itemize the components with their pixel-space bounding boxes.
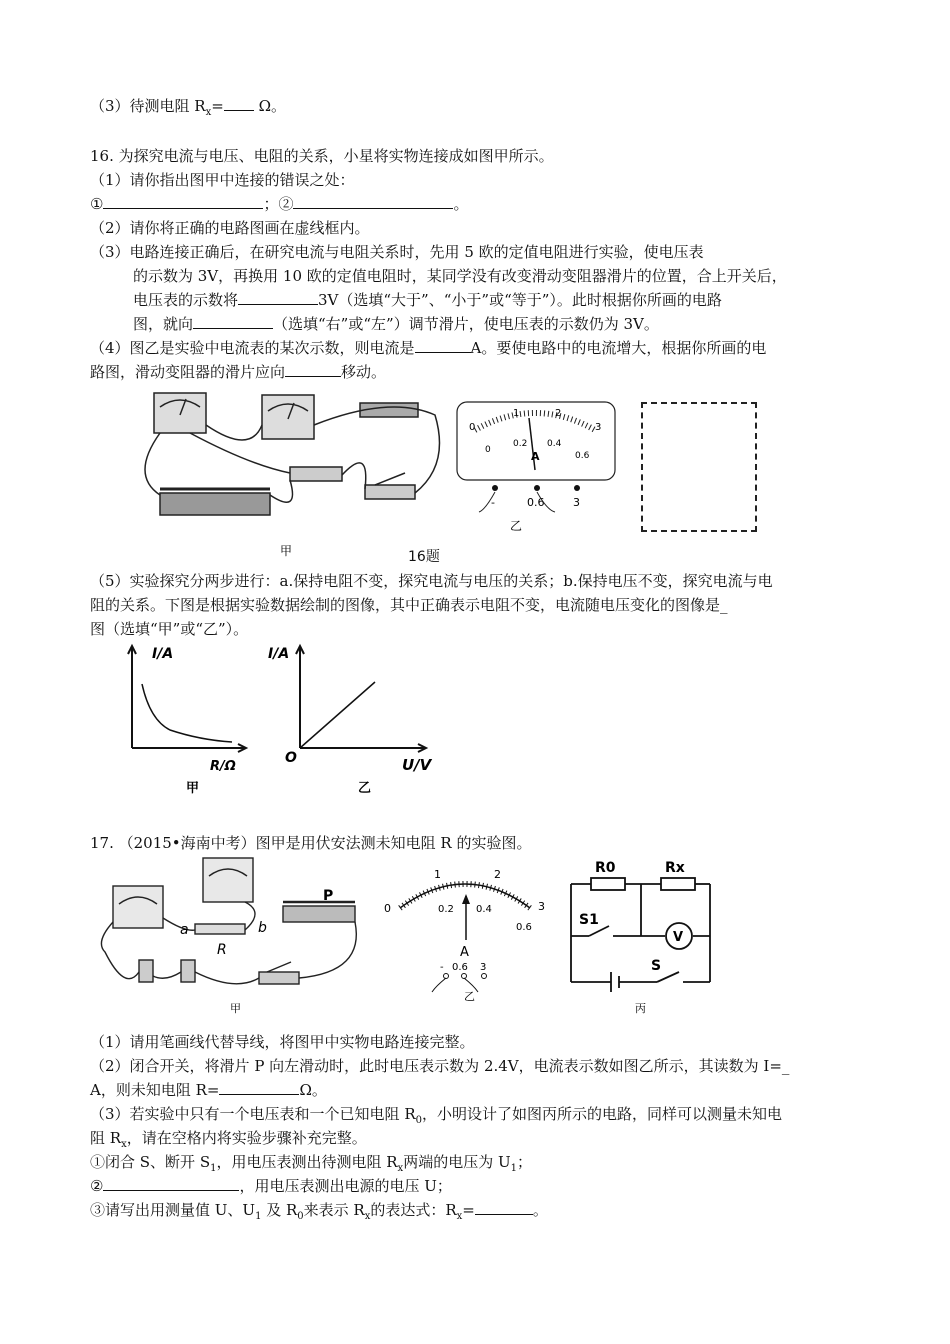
answer-blank[interactable] (224, 96, 254, 111)
svg-text:0.6: 0.6 (575, 451, 590, 461)
resistor-Rx (661, 878, 695, 890)
svg-text:0: 0 (384, 902, 391, 915)
q17-step3: ③请写出用测量值 U、$U_1$ 及 $R_0$来表示 $R_x$的表达式：$R_x=$ 。 (90, 1201, 548, 1222)
answer-blank[interactable] (103, 194, 263, 209)
q16-ammeter-dial (455, 400, 620, 535)
svg-text:0.4: 0.4 (547, 439, 562, 449)
svg-text:S: S (651, 958, 662, 974)
answer-blank[interactable] (293, 194, 453, 209)
svg-text:0: 0 (469, 422, 476, 433)
svg-text:2: 2 (555, 408, 562, 419)
q17-part2-line2: A，则未知电阻 R= Ω。 (90, 1081, 327, 1099)
q16-part5-line2: 阻的关系。下图是根据实验数据绘制的图像，其中正确表示电阻不变，电流随电压变化的图像是_ (90, 596, 728, 614)
svg-text:S1: S1 (579, 912, 599, 928)
graph-yi-line (300, 682, 375, 748)
circuit-drawing-box[interactable] (641, 402, 757, 532)
svg-text:3: 3 (480, 962, 487, 973)
svg-text:b: b (258, 920, 267, 936)
svg-text:0.2: 0.2 (438, 904, 454, 915)
svg-text:0.2: 0.2 (513, 439, 528, 449)
switch (259, 972, 299, 984)
svg-text:0.6: 0.6 (516, 922, 532, 933)
svg-text:Rx: Rx (665, 860, 685, 876)
fig-caption: 16题 (408, 549, 440, 565)
svg-text:O: O (285, 750, 297, 766)
switch (365, 485, 415, 499)
svg-text:乙: 乙 (358, 781, 372, 796)
q16-part3-line3: 电压表的示数将 3V（选填“大于”、“小于”或“等于”）。此时根据你所画的电路 (133, 291, 722, 309)
q17-step1: ①闭合 S、断开 $S_1$，用电压表测出待测电阻 $R_x$两端的电压为 $U_1$； (90, 1153, 532, 1174)
svg-text:乙: 乙 (464, 990, 475, 1002)
q16-part3-line2: 的示数为 3V，再换用 10 欧的定值电阻时，某同学没有改变滑动变阻器滑片的位置，合上开关后， (133, 267, 787, 285)
svg-text:甲: 甲 (230, 1002, 241, 1015)
resistor (290, 467, 342, 481)
svg-text:丙: 丙 (635, 1002, 646, 1015)
q15-part3: （3）待测电阻 $R_x= \Omega$。 (90, 97, 287, 118)
svg-text:-: - (491, 496, 495, 509)
answer-blank[interactable] (415, 338, 471, 353)
q16-graphs (120, 640, 445, 800)
svg-text:1: 1 (513, 408, 520, 419)
q17-step2: ② ，用电压表测出电源的电压 U； (90, 1177, 452, 1195)
svg-text:乙: 乙 (510, 519, 523, 533)
svg-text:1: 1 (434, 868, 441, 881)
q17-part2-line1: （2）闭合开关，将滑片 P 向左滑动时，此时电压表示数为 2.4V，电流表示数如图乙所示，其读数为 I=_ (90, 1057, 790, 1075)
answer-blank[interactable] (475, 1200, 533, 1215)
q16-part1: （1）请你指出图甲中连接的错误之处： (90, 171, 355, 189)
svg-text:甲: 甲 (186, 781, 200, 796)
answer-blank[interactable] (103, 1176, 239, 1191)
answer-blank[interactable] (193, 314, 273, 329)
q16-part4-line2: 路图，滑动变阻器的滑片应向 移动。 (90, 363, 387, 381)
q17-circuit-diagram (565, 852, 715, 1020)
q16-part3-line4: 图，就向 （选填“右”或“左”）调节滑片，使电压表的示数仍为 3V。 (133, 315, 659, 333)
battery (360, 403, 418, 417)
q17-ammeter-dial (380, 862, 550, 1002)
svg-text:U/V: U/V (402, 756, 432, 774)
svg-text:P: P (323, 888, 334, 904)
svg-text:0.4: 0.4 (476, 904, 492, 915)
answer-blank[interactable] (285, 362, 341, 377)
q16-circuit-photo (130, 385, 450, 565)
q16-part5-line3: 图（选填“甲”或“乙”）。 (90, 620, 249, 638)
voltmeter-device (203, 858, 253, 902)
battery-cell (139, 960, 153, 982)
q16-part3-line1: （3）电路连接正确后，在研究电流与电阻关系时，先用 5 欧的定值电阻进行实验，使电压表 (90, 243, 704, 261)
answer-blank[interactable] (238, 290, 318, 305)
svg-text:R0: R0 (595, 860, 616, 876)
q17-circuit-photo (95, 852, 380, 1017)
resistor-R (195, 924, 245, 934)
svg-text:0.6: 0.6 (527, 496, 545, 509)
svg-text:-: - (440, 962, 444, 973)
q16-part2: （2）请你将正确的电路图画在虚线框内。 (90, 219, 370, 237)
q17-stem: 17. （2015•海南中考）图甲是用伏安法测未知电阻 R 的实验图。 (90, 834, 532, 852)
battery-cell (181, 960, 195, 982)
svg-text:a: a (180, 922, 189, 938)
svg-text:3: 3 (595, 422, 602, 433)
svg-text:3: 3 (538, 900, 545, 913)
svg-text:0.6: 0.6 (452, 962, 468, 973)
q16-part1-answers: ① ；② 。 (90, 195, 469, 213)
svg-text:I/A: I/A (152, 646, 174, 662)
svg-text:A: A (460, 945, 469, 960)
fig-label-jia: 甲 (280, 544, 293, 558)
q17-part1: （1）请用笔画线代替导线，将图甲中实物电路连接完整。 (90, 1033, 475, 1051)
svg-text:2: 2 (494, 868, 501, 881)
svg-text:R/Ω: R/Ω (210, 759, 236, 774)
svg-text:R: R (217, 942, 227, 958)
graph-jia-curve (142, 684, 232, 742)
svg-text:V: V (673, 930, 684, 945)
rheostat (160, 493, 270, 515)
rheostat (283, 906, 355, 922)
q17-part3-line1: （3）若实验中只有一个电压表和一个已知电阻 $R_0$，小明设计了如图丙所示的电路，同样可以测量未知电 (90, 1105, 782, 1126)
resistor-R0 (591, 878, 625, 890)
q17-part3-line2: 阻 $R_x$，请在空格内将实验步骤补充完整。 (90, 1129, 367, 1150)
svg-text:3: 3 (573, 496, 580, 509)
answer-blank[interactable] (219, 1080, 299, 1095)
svg-text:0: 0 (485, 445, 491, 455)
q16-part5-line1: （5）实验探究分两步进行：a.保持电阻不变，探究电流与电压的关系；b.保持电压不变，探究电流与电 (90, 572, 773, 590)
ammeter-device (113, 886, 163, 928)
svg-text:A: A (531, 450, 540, 463)
q16-stem: 16. 为探究电流与电压、电阻的关系，小星将实物连接成如图甲所示。 (90, 147, 554, 165)
svg-text:I/A: I/A (268, 646, 290, 662)
q16-part4-line1: （4）图乙是实验中电流表的某次示数，则电流是 A。要使电路中的电流增大，根据你所画的电 (90, 339, 767, 357)
